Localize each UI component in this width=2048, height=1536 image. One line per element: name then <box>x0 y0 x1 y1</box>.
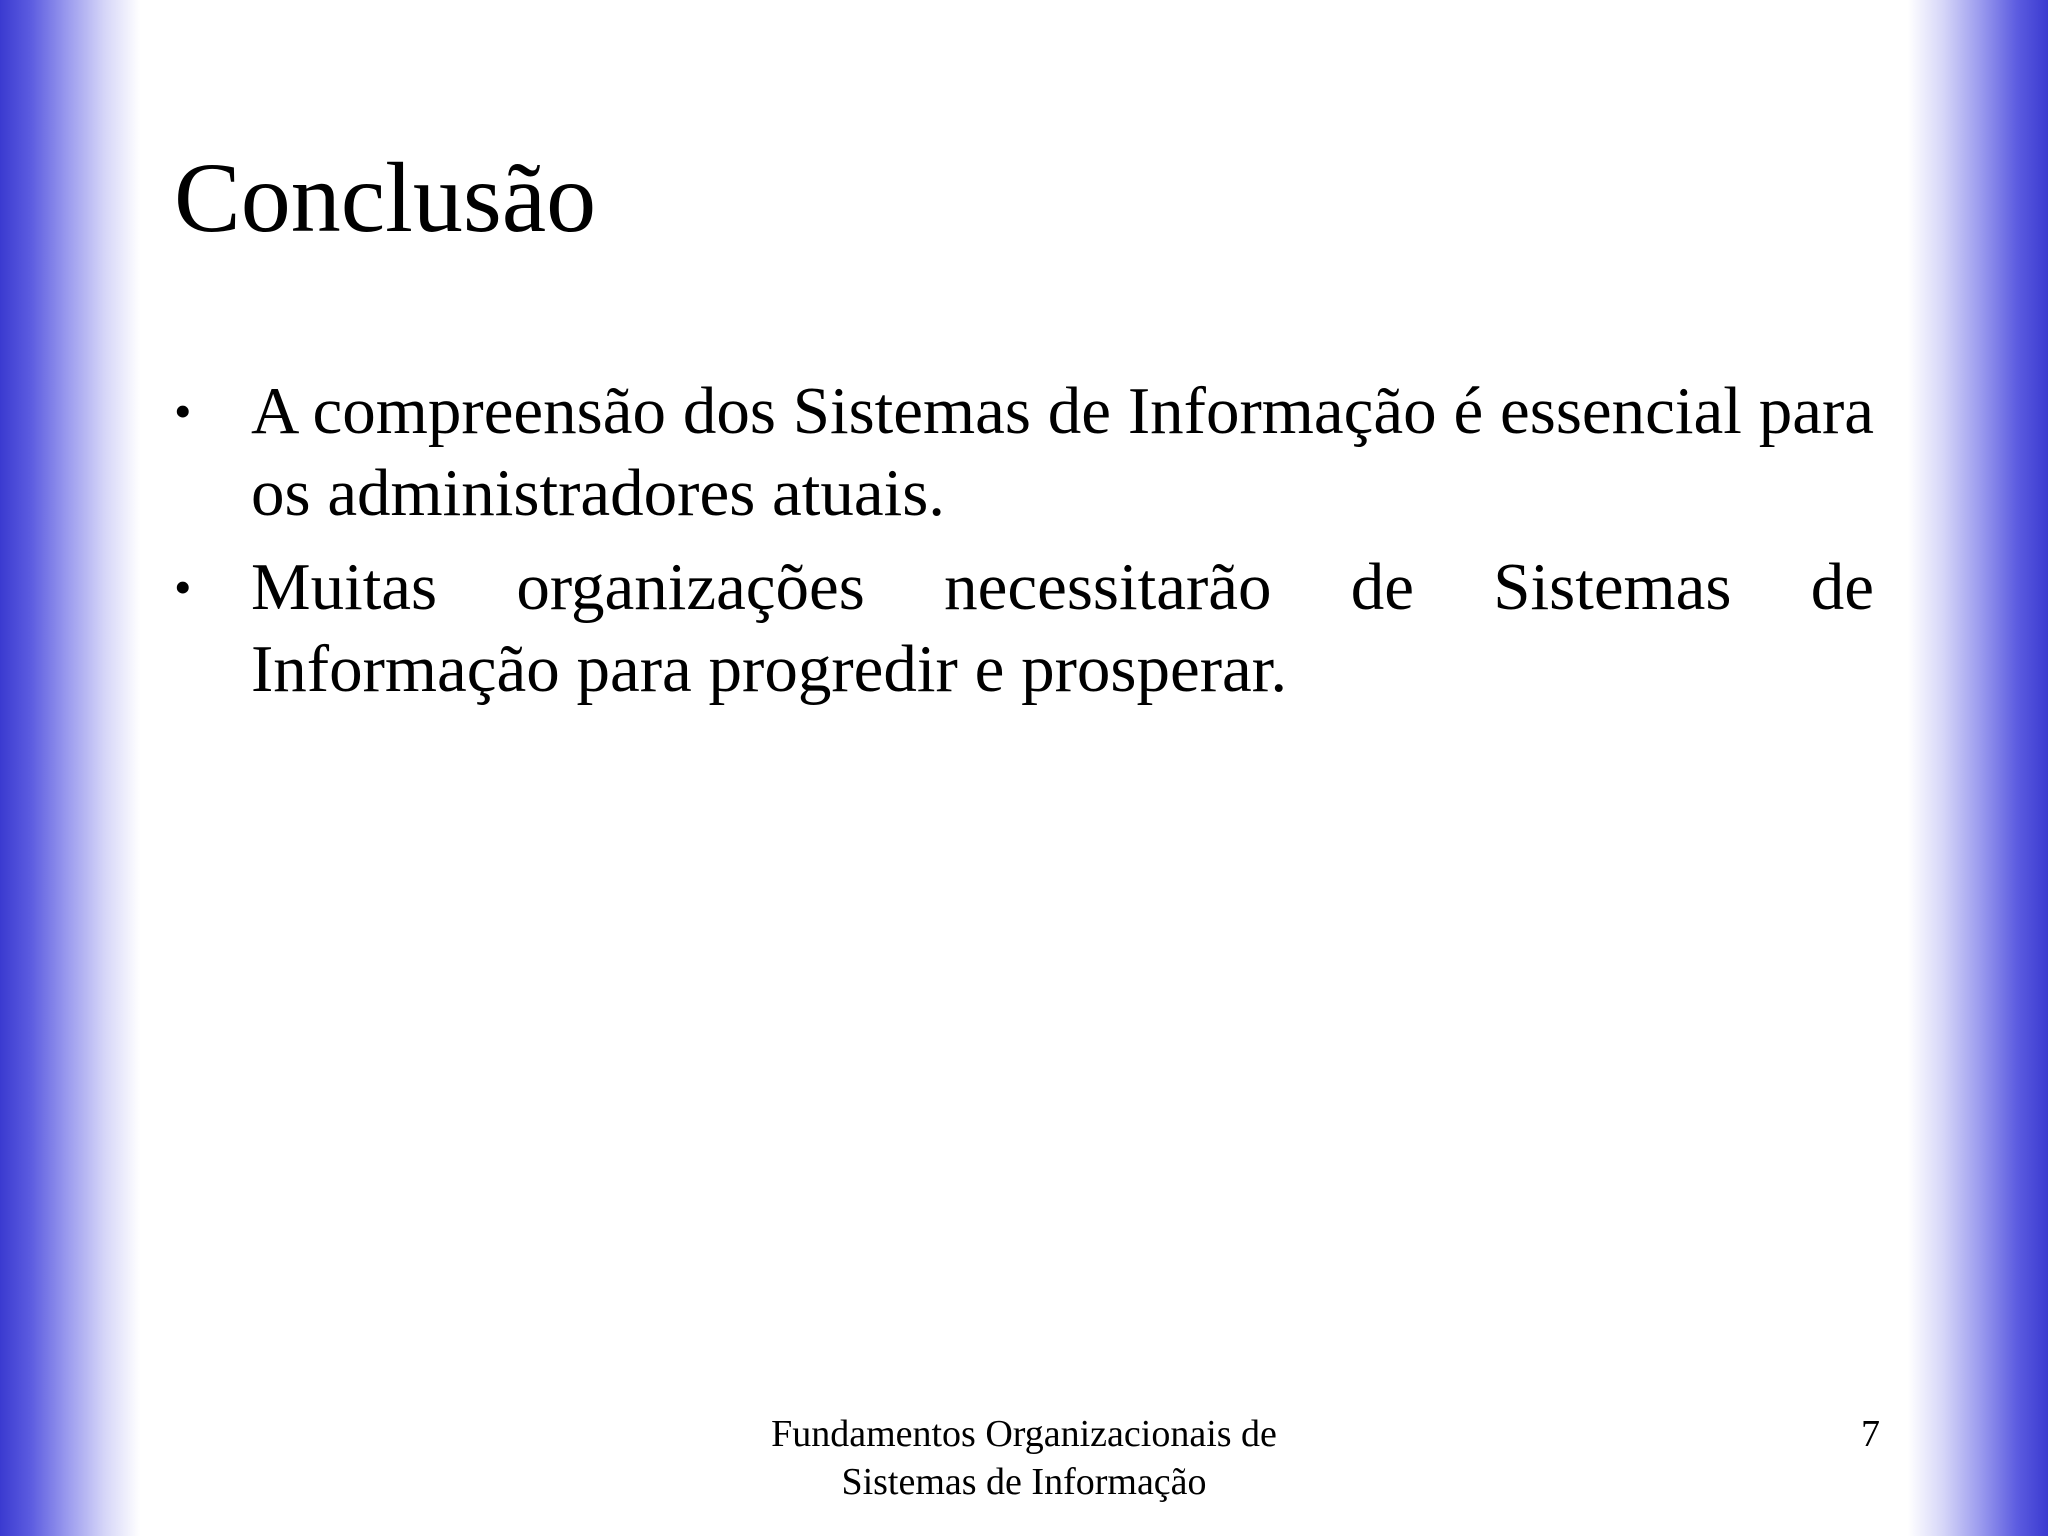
left-gradient-border <box>0 0 140 1536</box>
bullet-item <box>174 370 1874 534</box>
bullet-marker: • <box>174 383 192 439</box>
footer-line-2: Sistemas de Informação <box>841 1461 1207 1503</box>
bullet-text: Muitas organizações necessitarão de Sistemas de Informação para progredir e prosperar. <box>251 550 1874 706</box>
slide-title: Conclusão <box>174 142 597 253</box>
footer-course-title <box>660 1410 1388 1506</box>
right-gradient-border <box>1908 0 2048 1536</box>
bullet-marker: • <box>174 559 192 615</box>
page-number: 7 <box>1861 1413 1880 1455</box>
bullet-text: A compreensão dos Sistemas de Informação é essencial para os administradores atuais. <box>251 374 1874 530</box>
bullet-item <box>174 546 1874 710</box>
footer-line-1: Fundamentos Organizacionais de <box>771 1413 1277 1455</box>
bullet-list <box>174 370 1874 722</box>
